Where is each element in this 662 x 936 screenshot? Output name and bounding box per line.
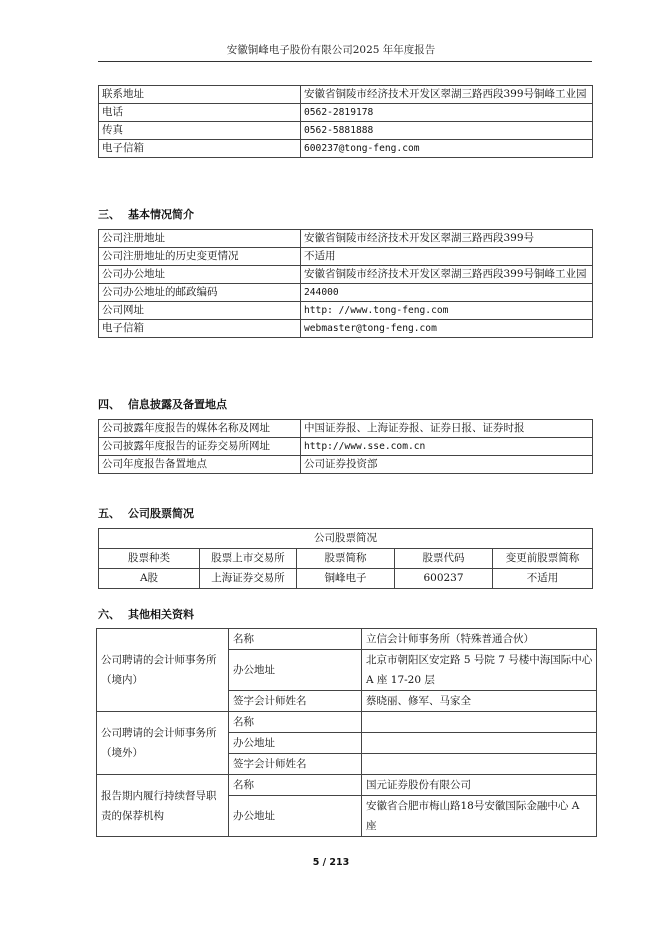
table-cell: 600237 — [395, 569, 493, 589]
column-header: 股票种类 — [99, 549, 200, 569]
row-value: 安徽省铜陵市经济技术开发区翠湖三路西段399号 — [301, 230, 593, 248]
exchange-website-link[interactable]: http://www.sse.com.cn — [301, 438, 593, 456]
group-name: 公司聘请的会计师事务所（境外） — [97, 712, 229, 775]
row-value: 安徽省合肥市梅山路18号安徽国际金融中心 A 座 — [362, 796, 597, 837]
section-number: 三、 — [98, 208, 120, 221]
table-row — [97, 629, 597, 650]
disclosure-table — [98, 419, 593, 474]
section-5-title — [98, 505, 194, 521]
section-4-title — [98, 396, 227, 412]
table-row — [97, 775, 597, 796]
section-heading: 其他相关资料 — [128, 608, 194, 621]
section-number: 四、 — [98, 398, 120, 411]
row-label: 公司披露年度报告的媒体名称及网址 — [99, 420, 301, 438]
table-row — [99, 302, 593, 320]
row-value: 立信会计师事务所（特殊普通合伙） — [362, 629, 597, 650]
fax-label: 传真 — [99, 122, 301, 140]
table-cell: 铜峰电子 — [297, 569, 395, 589]
row-value: 244000 — [301, 284, 593, 302]
section-heading: 信息披露及备置地点 — [128, 398, 227, 411]
table-row — [99, 456, 593, 474]
table-row — [99, 122, 593, 140]
column-header: 变更前股票简称 — [493, 549, 593, 569]
section-6-title — [98, 606, 194, 622]
table-row — [99, 140, 593, 158]
section-number: 六、 — [98, 608, 120, 621]
table-row — [99, 320, 593, 338]
column-header: 股票代码 — [395, 549, 493, 569]
group-name: 报告期内履行持续督导职责的保荐机构 — [97, 775, 229, 837]
contact-address-label: 联系地址 — [99, 86, 301, 104]
table-row — [99, 569, 593, 589]
page-number: 5 / 213 — [312, 857, 350, 868]
contact-table — [98, 85, 593, 158]
row-label: 公司网址 — [99, 302, 301, 320]
table-row — [99, 86, 593, 104]
section-3-title — [98, 206, 194, 222]
page-header: 安徽铜峰电子股份有限公司2025 年年度报告 — [226, 44, 436, 56]
group-name: 公司聘请的会计师事务所（境内） — [97, 629, 229, 712]
row-value: 北京市朝阳区安定路 5 号院 7 号楼中海国际中心 A 座 17-20 层 — [362, 650, 597, 691]
column-header: 股票上市交易所 — [200, 549, 297, 569]
table-row — [99, 420, 593, 438]
email-value: 600237@tong-feng.com — [301, 140, 593, 158]
email-link[interactable]: webmaster@tong-feng.com — [301, 320, 593, 338]
row-value: 不适用 — [301, 248, 593, 266]
row-label: 签字会计师姓名 — [229, 691, 362, 712]
row-value — [362, 754, 597, 775]
basic-info-table — [98, 229, 593, 338]
row-label: 公司披露年度报告的证券交易所网址 — [99, 438, 301, 456]
table-caption-row — [99, 529, 593, 549]
website-link[interactable]: http: //www.tong-feng.com — [301, 302, 593, 320]
contact-address-value: 安徽省铜陵市经济技术开发区翠湖三路西段399号铜峰工业园 — [301, 86, 593, 104]
row-label: 办公地址 — [229, 733, 362, 754]
row-label: 电子信箱 — [99, 320, 301, 338]
phone-value: 0562-2819178 — [301, 104, 593, 122]
row-label: 名称 — [229, 629, 362, 650]
row-value: 公司证券投资部 — [301, 456, 593, 474]
row-label: 公司办公地址的邮政编码 — [99, 284, 301, 302]
row-label: 公司办公地址 — [99, 266, 301, 284]
row-value: 国元证券股份有限公司 — [362, 775, 597, 796]
email-label: 电子信箱 — [99, 140, 301, 158]
row-value — [362, 733, 597, 754]
row-value: 安徽省铜陵市经济技术开发区翠湖三路西段399号铜峰工业园 — [301, 266, 593, 284]
table-caption: 公司股票简况 — [99, 529, 593, 549]
fax-value: 0562-5881888 — [301, 122, 593, 140]
table-row — [99, 248, 593, 266]
column-header: 股票简称 — [297, 549, 395, 569]
row-value: 中国证券报、上海证券报、证券日报、证券时报 — [301, 420, 593, 438]
row-label: 名称 — [229, 712, 362, 733]
row-label: 签字会计师姓名 — [229, 754, 362, 775]
row-label: 公司注册地址的历史变更情况 — [99, 248, 301, 266]
table-row — [99, 104, 593, 122]
table-row — [99, 438, 593, 456]
table-row — [99, 230, 593, 248]
table-header-row — [99, 549, 593, 569]
row-value — [362, 712, 597, 733]
stock-table — [98, 528, 593, 589]
phone-label: 电话 — [99, 104, 301, 122]
table-cell: 上海证券交易所 — [200, 569, 297, 589]
section-heading: 基本情况简介 — [128, 208, 194, 221]
row-label: 办公地址 — [229, 650, 362, 691]
header-rule — [98, 61, 592, 62]
row-label: 公司注册地址 — [99, 230, 301, 248]
table-cell: A股 — [99, 569, 200, 589]
other-info-table — [96, 628, 597, 837]
row-value: 蔡晓丽、修军、马家全 — [362, 691, 597, 712]
table-row — [99, 284, 593, 302]
row-label: 办公地址 — [229, 796, 362, 837]
section-number: 五、 — [98, 507, 120, 520]
row-label: 公司年度报告备置地点 — [99, 456, 301, 474]
row-label: 名称 — [229, 775, 362, 796]
table-cell: 不适用 — [493, 569, 593, 589]
table-row — [99, 266, 593, 284]
table-row — [97, 712, 597, 733]
section-heading: 公司股票简况 — [128, 507, 194, 520]
